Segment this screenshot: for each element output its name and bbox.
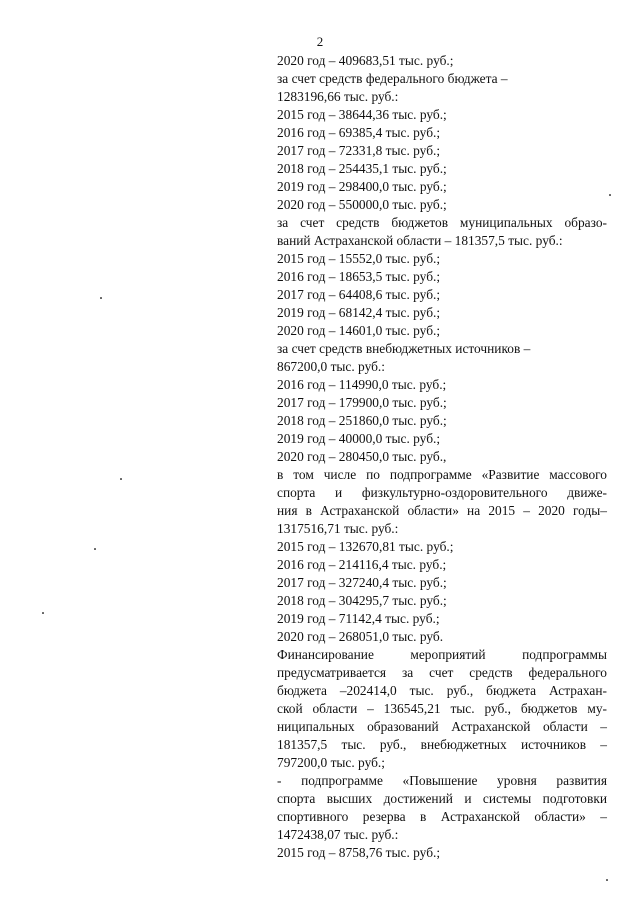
scan-speck xyxy=(609,194,611,196)
text-line: 2019 год – 298400,0 тыс. руб.; xyxy=(277,179,447,194)
text-line: 2020 год – 280450,0 тыс. руб., xyxy=(277,449,447,464)
text-line: предусматривается за счет средств федерального xyxy=(277,665,607,680)
text-line: 1472438,07 тыс. руб.: xyxy=(277,827,399,842)
text-line: 2020 год – 268051,0 тыс. руб. xyxy=(277,629,444,644)
text-line: ниципальных образований Астраханской области – xyxy=(277,719,607,734)
text-line: ской области – 136545,21 тыс. руб., бюджетов му- xyxy=(277,701,607,716)
text-line: 2018 год – 251860,0 тыс. руб.; xyxy=(277,413,447,428)
text-line: в том числе по подпрограмме «Развитие массового xyxy=(277,467,607,482)
text-line: 2015 год – 132670,81 тыс. руб.; xyxy=(277,539,454,554)
text-line: 2015 год – 15552,0 тыс. руб.; xyxy=(277,251,441,266)
body-text xyxy=(277,52,607,862)
text-line: 2019 год – 40000,0 тыс. руб.; xyxy=(277,431,441,446)
text-line: 2017 год – 179900,0 тыс. руб.; xyxy=(277,395,447,410)
scan-speck xyxy=(120,478,122,480)
text-line: 2020 год – 550000,0 тыс. руб.; xyxy=(277,197,447,212)
text-line: 797200,0 тыс. руб.; xyxy=(277,755,385,770)
text-line: ния в Астраханской области» на 2015 – 2020 годы– xyxy=(277,503,607,518)
text-line: за счет средств бюджетов муниципальных образо- xyxy=(277,215,607,230)
text-line: спорта высших достижений и системы подготовки xyxy=(277,791,607,806)
text-line: 2016 год – 69385,4 тыс. руб.; xyxy=(277,125,441,140)
text-line: 2017 год – 72331,8 тыс. руб.; xyxy=(277,143,441,158)
text-line: 1283196,66 тыс. руб.: xyxy=(277,89,399,104)
text-line: Финансирование мероприятий подпрограммы xyxy=(277,647,607,662)
text-line: 1317516,71 тыс. руб.: xyxy=(277,521,399,536)
text-line: - подпрограмме «Повышение уровня развития xyxy=(277,773,607,788)
text-line: спортивного резерва в Астраханской области» – xyxy=(277,809,607,824)
text-line: 2017 год – 327240,4 тыс. руб.; xyxy=(277,575,447,590)
text-line: 867200,0 тыс. руб.: xyxy=(277,359,385,374)
text-line: 2018 год – 254435,1 тыс. руб.; xyxy=(277,161,447,176)
scan-speck xyxy=(42,612,44,614)
scan-speck xyxy=(94,548,96,550)
text-line: бюджета –202414,0 тыс. руб., бюджета Астрахан- xyxy=(277,683,607,698)
text-line: спорта и физкультурно-оздоровительного движе- xyxy=(277,485,607,500)
page-number: 2 xyxy=(316,34,324,49)
text-line: 2015 год – 8758,76 тыс. руб.; xyxy=(277,845,441,860)
text-line: 2020 год – 409683,51 тыс. руб.; xyxy=(277,53,454,68)
text-line: 2018 год – 304295,7 тыс. руб.; xyxy=(277,593,447,608)
text-line: 2016 год – 214116,4 тыс. руб.; xyxy=(277,557,447,572)
text-line: 2019 год – 71142,4 тыс. руб.; xyxy=(277,611,440,626)
text-line: 2016 год – 18653,5 тыс. руб.; xyxy=(277,269,441,284)
text-line: 2017 год – 64408,6 тыс. руб.; xyxy=(277,287,441,302)
text-line: 2015 год – 38644,36 тыс. руб.; xyxy=(277,107,447,122)
text-line: за счет средств федерального бюджета – xyxy=(277,71,508,86)
text-line: 2019 год – 68142,4 тыс. руб.; xyxy=(277,305,441,320)
scan-speck xyxy=(100,297,102,299)
text-line: 2016 год – 114990,0 тыс. руб.; xyxy=(277,377,447,392)
text-line: ваний Астраханской области – 181357,5 тыс. руб.: xyxy=(277,233,563,248)
text-line: 181357,5 тыс. руб., внебюджетных источников – xyxy=(277,737,607,752)
text-line: за счет средств внебюджетных источников – xyxy=(277,341,531,356)
scan-speck xyxy=(606,879,608,881)
text-line: 2020 год – 14601,0 тыс. руб.; xyxy=(277,323,441,338)
